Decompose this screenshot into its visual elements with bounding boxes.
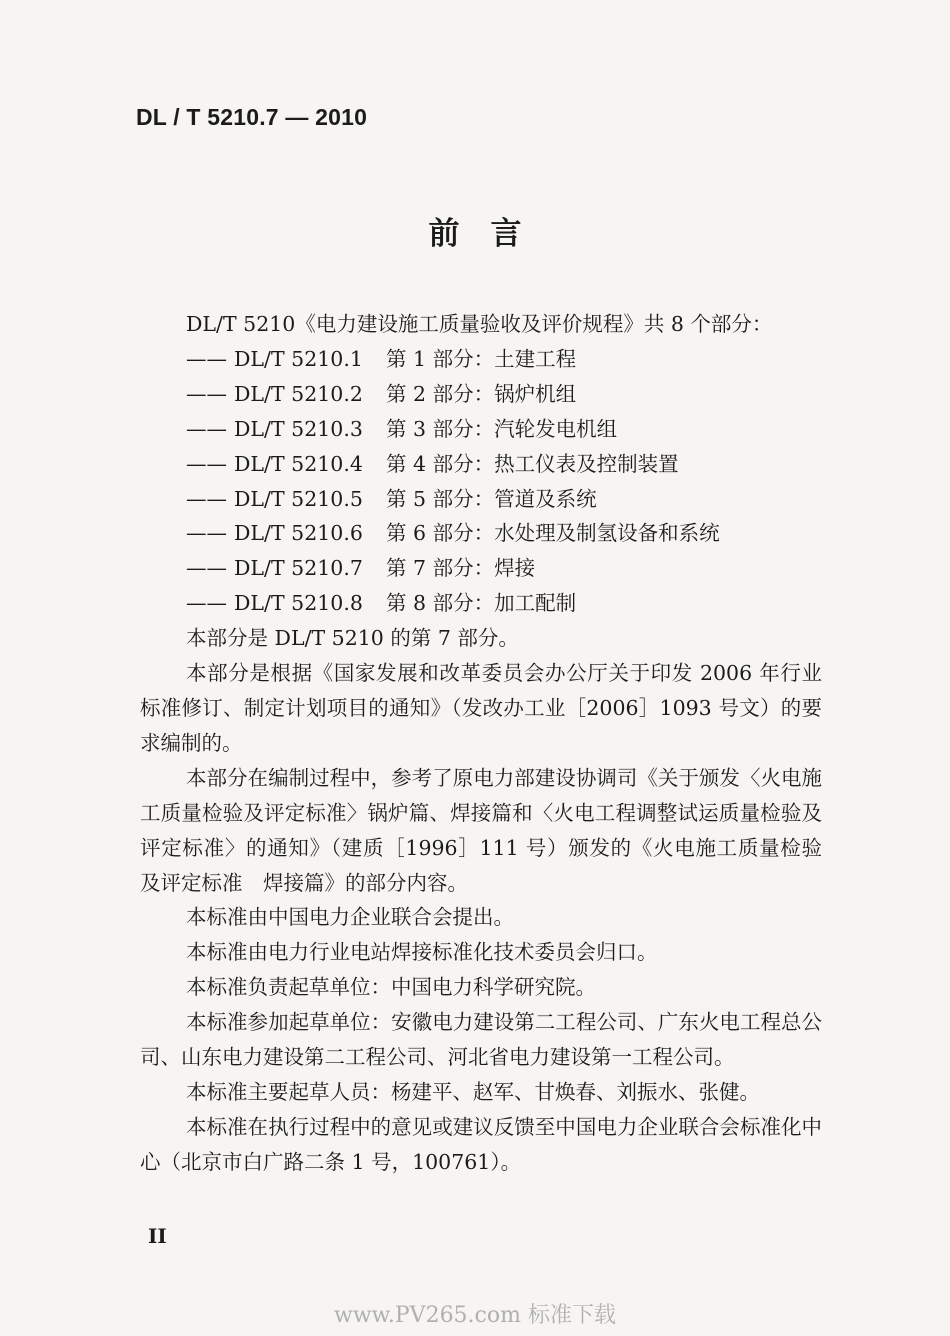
- part-code: DL/T 5210.7: [234, 556, 363, 581]
- list-item: [140, 377, 822, 412]
- part-label: 第 3 部分：汽轮发电机组: [386, 416, 618, 441]
- list-item: [140, 551, 822, 586]
- body-paragraph: 本标准参加起草单位：安徽电力建设第二工程公司、广东火电工程总公司、山东电力建设第二工程公司、河北省电力建设第一工程公司。: [140, 1010, 822, 1070]
- part-code: DL/T 5210.8: [234, 591, 363, 616]
- part-code: DL/T 5210.6: [234, 521, 363, 546]
- body-paragraph: 本部分是根据《国家发展和改革委员会办公厅关于印发 2006 年行业标准修订、制定计划项目的通知》（发改办工业［2006］1093 号文）的要求编制的。: [140, 661, 822, 755]
- page-number: II: [148, 1224, 167, 1248]
- part-label: 第 1 部分：土建工程: [386, 346, 577, 371]
- body-paragraph: 本标准在执行过程中的意见或建议反馈至中国电力企业联合会标准化中心（北京市白广路二条 1 号，100761）。: [140, 1114, 822, 1174]
- list-item: [140, 482, 822, 517]
- item-dash: ——: [186, 346, 227, 371]
- part-code: DL/T 5210.4: [234, 451, 363, 476]
- item-dash: ——: [186, 521, 227, 546]
- body-paragraph: 本部分是 DL/T 5210 的第 7 部分。: [186, 626, 519, 651]
- part-label: 第 4 部分：热工仪表及控制装置: [386, 451, 679, 476]
- document-code: DL / T 5210.7 — 2010: [136, 104, 368, 130]
- item-dash: ——: [186, 416, 227, 441]
- page-title: 前 言: [428, 216, 522, 252]
- body-paragraph: 本部分在编制过程中，参考了原电力部建设协调司《关于颁发〈火电施工质量检验及评定标准〉锅炉篇、焊接篇和〈火电工程调整试运质量检验及评定标准〉的通知》（建质［1996］111 号）颁发的《火电施工质量检验及评定标准 焊接篇》的部分内容。: [140, 765, 822, 895]
- body-paragraph: 本标准主要起草人员：杨建平、赵军、甘焕春、刘振水、张健。: [186, 1079, 760, 1104]
- list-item: [140, 447, 822, 482]
- list-item: [140, 586, 822, 621]
- watermark: www.PV265.com 标准下载: [334, 1303, 616, 1328]
- body-paragraph: 本标准负责起草单位：中国电力科学研究院。: [186, 975, 596, 1000]
- intro-paragraph: DL/T 5210《电力建设施工质量验收及评价规程》共 8 个部分：: [186, 312, 773, 336]
- part-code: DL/T 5210.5: [234, 486, 363, 511]
- list-item: [140, 516, 822, 551]
- foreword-body: [140, 307, 822, 1180]
- item-dash: ——: [186, 451, 227, 476]
- part-code: DL/T 5210.2: [234, 381, 363, 406]
- item-dash: ——: [186, 556, 227, 581]
- part-label: 第 5 部分：管道及系统: [386, 486, 597, 511]
- item-dash: ——: [186, 486, 227, 511]
- parts-list: [140, 342, 822, 621]
- list-item: [140, 342, 822, 377]
- part-label: 第 2 部分：锅炉机组: [386, 381, 577, 406]
- part-label: 第 7 部分：焊接: [386, 556, 536, 581]
- item-dash: ——: [186, 591, 227, 616]
- list-item: [140, 412, 822, 447]
- part-label: 第 8 部分：加工配制: [386, 591, 577, 616]
- body-paragraph: 本标准由中国电力企业联合会提出。: [186, 905, 514, 930]
- body-paragraph: 本标准由电力行业电站焊接标准化技术委员会归口。: [186, 940, 658, 965]
- part-label: 第 6 部分：水处理及制氢设备和系统: [386, 521, 720, 546]
- item-dash: ——: [186, 381, 227, 406]
- part-code: DL/T 5210.3: [234, 416, 363, 441]
- part-code: DL/T 5210.1: [234, 346, 363, 371]
